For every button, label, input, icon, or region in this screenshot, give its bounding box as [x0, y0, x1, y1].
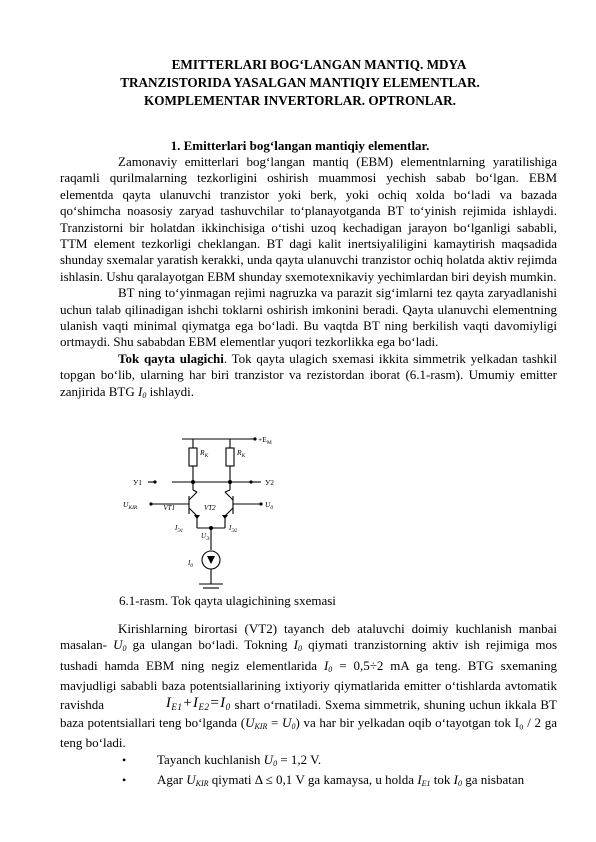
p4-u0: U [282, 715, 292, 731]
reference-u0-label: $U_0$ [265, 500, 274, 511]
vt1-label: VT1 [163, 504, 175, 512]
rk-right-resistor [226, 448, 234, 466]
title-line-3: KOMPLEMENTAR INVERTORLAR. OPTRONLAR. [144, 93, 456, 108]
input-ukir-label: $U_{KIR}$ [123, 500, 138, 511]
p4-i2: I [323, 657, 329, 673]
paragraph-1: Zamonaviy emitterlari bog‘langan mantiq (EBM) elementnlarning yaratilishiga raqamli qurilmalarning tezkorligini oshirish muammosi yechish sabab bo‘lgan. EBM elementda qayta ulanuvchi tranzistor yoki berk, yoki ochiq xolda bo‘ladi va bazada qo‘shimcha noasosiy zaryad tashuvchilar to‘planayotganda BT to‘yinish rejimida ishlaydi. Tranzistorni bir holatdan ikkinchisiga o‘tishi uzoq kechadigan jarayon bo‘lganligi sababli, TTM element tezkorligi cheklangan. BT dagi kalit inertsiyaliligini kamaytirish maqsadida shunday sxemalar yaratish kerakki, unda qayta ulanuvchi tranzistor ochiq holatda aktiv rejimda ishlasin. Ushu qaralayotgan EBM shunday sxemotexnikaviy yechimlardan biri deyish mumkin. [60, 154, 557, 284]
p4-u0-sub: 0 [291, 722, 296, 732]
p4-g: ) va har bir yelkadan oqib o‘tayotgan tok I₀ / 2 ga teng bo‘ladi. [60, 715, 557, 751]
var-i: I [137, 383, 143, 399]
p4-a: Kirishlarning birortasi (VT2) tayanch deb ataluvchi doimiy kuchlanish manbai masalan- [60, 621, 557, 653]
p4-ukir: U [245, 715, 255, 731]
p4-i: I [293, 637, 298, 653]
document-title [100, 56, 500, 110]
p4-f: = [267, 715, 283, 731]
supply-label: $+E_M$ [258, 435, 272, 446]
paragraph-4 [60, 621, 557, 752]
current-sum-formula: $I_{E1}+I_{E2}=I_0$ [165, 694, 231, 712]
p4-d: = 0,5÷2 mA ga teng. BTG sxemaning mavjudligi sababli baza potentsiallarining ixtiyoriy qiymatlarida emitter o‘tishlarda avtomatik ravishda [60, 657, 557, 712]
rk-left-resistor [189, 448, 197, 466]
ie2-label: $I_{Э2}$ [229, 524, 238, 534]
circuit-figure [115, 430, 305, 590]
paragraph-3-end: ishlaydi. [146, 383, 194, 399]
bullet-icon: • [122, 773, 127, 788]
paragraph-3 [60, 351, 557, 404]
p4-c: qiymati tranzistorning aktiv ish rejimiga mos tushadi hamda EBM ning negiz elementlarida [60, 637, 558, 673]
title-line-2: TRANZISTORIDA YASALGAN MANTIQIY ELEMENTLAR. [120, 75, 480, 90]
output-y2-label: У2 [265, 478, 275, 487]
section-heading: 1. Emitterlari bog‘langan mantiqiy elementlar. [170, 138, 430, 153]
section-body-2 [60, 621, 557, 793]
var-i-sub: 0 [142, 390, 147, 400]
p4-u-sub: 0 [122, 644, 127, 654]
paragraph-3-text: . Tok qayta ulagich sxemasi ikkita simmetrik yelkadan tashkil topgan bo‘lib, ularning har biri tranzistor va rezistordan iborat (6.1-rasm). Umumiy emitter zanjirida BTG [60, 350, 557, 399]
title-line-1: EMITTERLARI BOG‘LANGAN MANTIQ. MDYA [171, 57, 467, 72]
paragraph-2: BT ning to‘yinmagan rejimi nagruzka va parazit sig‘imlarni tez qayta zaryadlanishi uchun talab qilinadigan ishchi toklarni oshirish imkonini beradi. Qayta ulanuvchi elementning ulanish vaqti minimal qiymatga ega bo‘ladi. Bu vaqtda BT ning berkilish vaqti davomiyligi ortmaydi. Shu sababdan EBM elementlar yuqori tezkorlikka ega bo‘ladi. [60, 285, 557, 350]
rk-left-label: $R_K$ [200, 448, 209, 459]
p4-b: ga ulangan bo‘ladi. Tokning [126, 637, 294, 653]
bullet-icon: • [122, 752, 127, 767]
rk-right-label: $R_K$ [237, 448, 246, 459]
i0-label: $I_0$ [188, 559, 193, 569]
list-item: • Tayanch kuchlanish $U_0 = 1,2$ V. [122, 751, 322, 768]
p4-ukir-sub: KIR [254, 722, 268, 732]
ue-label: $U_Э$ [201, 532, 210, 542]
term-bold: Tok qayta ulagichi [118, 350, 224, 366]
figure-caption: 6.1-rasm. Tok qayta ulagichining sxemasi [119, 593, 336, 608]
section-body-1 [60, 154, 557, 404]
bullet-list [60, 752, 557, 793]
p4-i2-sub: 0 [328, 664, 333, 674]
p4-u: U [113, 637, 123, 653]
p4-i-sub: 0 [298, 644, 302, 654]
output-y1-label: У1 [133, 478, 143, 487]
list-item: • Agar $U_{KIR}$ qiymati Δ ≤ 0,1 V ga kamaysa, u holda $I_{E1}$ tok $I_0$ ga nisbatan [122, 772, 525, 789]
ie1-label: $I_{Э1}$ [175, 524, 184, 534]
p4-e: shart o‘rnatiladi. Sxema simmetrik, shuning uchun ikkala BT baza potentsiallari teng bo‘lganda ( [60, 696, 557, 731]
vt2-label: VT2 [204, 504, 216, 512]
